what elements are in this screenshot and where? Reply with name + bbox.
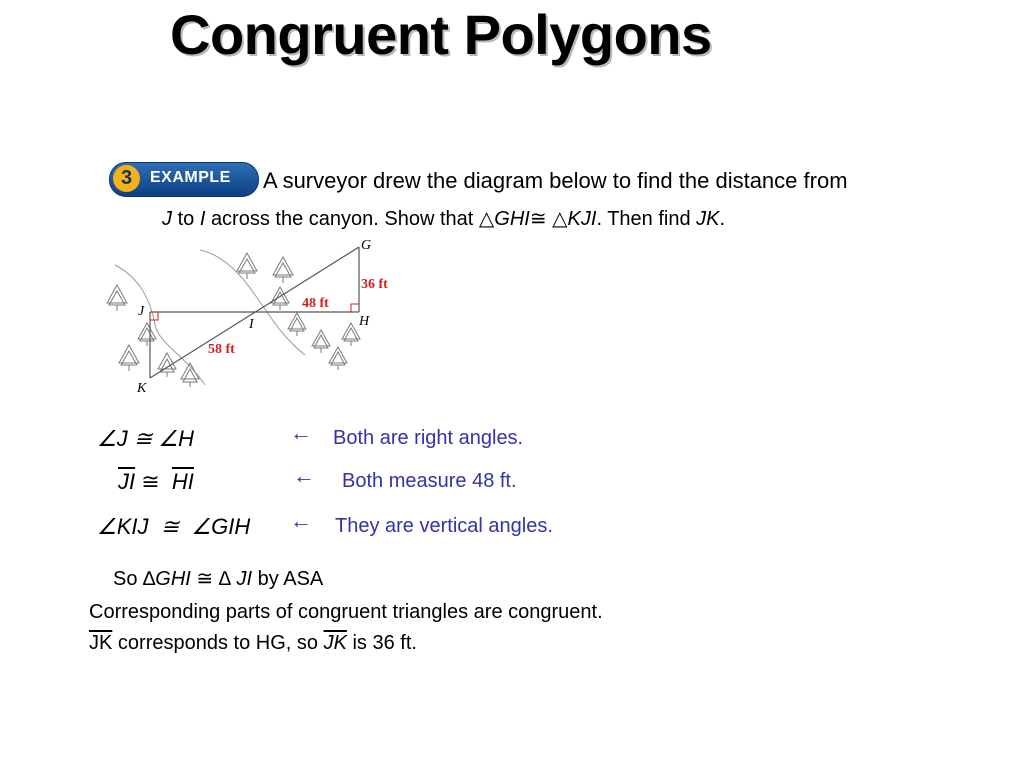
measure-gh: 36 ft <box>361 277 388 292</box>
problem-line-2 <box>162 206 725 231</box>
point-i: I <box>199 208 206 230</box>
canyon-diagram <box>95 235 405 400</box>
segment-jk: JK <box>696 208 720 230</box>
label-g: G <box>361 238 372 253</box>
congruent-symbol: ≅ <box>196 568 214 590</box>
step-2-reason: Both measure 48 ft. <box>342 470 517 492</box>
segment-ji: $\overline{JI}$ <box>118 469 136 494</box>
segment-jk-answer: $\overline{JK}$ <box>323 632 347 654</box>
angle-kij-cong-angle-gih: ∠KIJ ≅ ∠GIH <box>97 514 251 539</box>
right-angle-mark-h <box>351 304 359 312</box>
tree-icon <box>288 313 306 336</box>
tree-icon <box>158 353 176 377</box>
tree-icons <box>107 253 360 387</box>
arrow-left-icon: ← <box>290 420 312 445</box>
across-text: across the canyon. Show that <box>210 208 474 230</box>
cpctc-statement: Corresponding parts of congruent triangles are congruent. <box>89 601 603 623</box>
measure-ih: 48 ft <box>302 296 329 311</box>
step-3-statement <box>97 514 250 540</box>
step-3-reason: They are vertical angles. <box>335 515 553 537</box>
word-to: to <box>177 208 195 230</box>
problem-line-1: A surveyor drew the diagram below to find the distance from <box>263 168 848 193</box>
tree-icon <box>119 345 139 371</box>
label-h: H <box>359 314 370 329</box>
tree-icon <box>273 257 293 283</box>
tree-icon <box>342 323 360 346</box>
so-text: So <box>113 568 138 590</box>
tree-icon <box>138 323 156 346</box>
step-2-statement <box>118 469 194 495</box>
period: . <box>719 208 726 230</box>
tree-icon <box>107 285 127 311</box>
triangle-kji: KJI <box>567 208 597 230</box>
triangle-symbol: ∆ <box>143 568 156 590</box>
example-number: 3 <box>113 165 140 192</box>
congruent-symbol: ≅ <box>529 208 547 230</box>
segment-hi: $\overline{HI}$ <box>171 469 194 494</box>
triangle-ghi: GHI <box>494 208 530 230</box>
tree-icon <box>329 347 347 370</box>
by-asa-text: by ASA <box>257 568 324 590</box>
example-label: EXAMPLE <box>150 169 231 186</box>
conclusion-line <box>113 566 323 591</box>
page-title: Congruent Polygons <box>170 3 712 66</box>
angle-j-cong-angle-h: ∠J ≅ ∠H <box>97 426 194 451</box>
arrow-left-icon: ← <box>293 463 315 488</box>
triangle-ji: JI <box>236 568 253 590</box>
then-text: . Then find <box>596 208 691 230</box>
label-j: J <box>138 304 145 319</box>
congruent-symbol: ≅ <box>141 469 160 494</box>
tree-icon <box>271 287 289 310</box>
step-1-statement <box>97 426 194 452</box>
step-1-reason: Both are right angles. <box>333 427 524 449</box>
triangle-ghi: GHI <box>155 568 191 590</box>
triangle-symbol: ∆ <box>218 568 231 590</box>
triangle-symbol: △ <box>478 208 495 230</box>
arrow-left-icon: ← <box>290 508 312 533</box>
label-k: K <box>137 381 147 396</box>
label-i: I <box>249 317 254 332</box>
point-j: J <box>162 208 172 230</box>
triangle-symbol: △ <box>552 208 568 230</box>
example-badge <box>109 162 259 197</box>
corresponds-text: corresponds to HG, so <box>117 632 318 654</box>
final-answer <box>89 632 417 655</box>
tree-icon <box>312 330 330 353</box>
measure-ik: 58 ft <box>208 342 235 357</box>
answer-text: is 36 ft. <box>352 632 417 654</box>
segment-jk: $\overline{JK}$ <box>89 632 113 654</box>
